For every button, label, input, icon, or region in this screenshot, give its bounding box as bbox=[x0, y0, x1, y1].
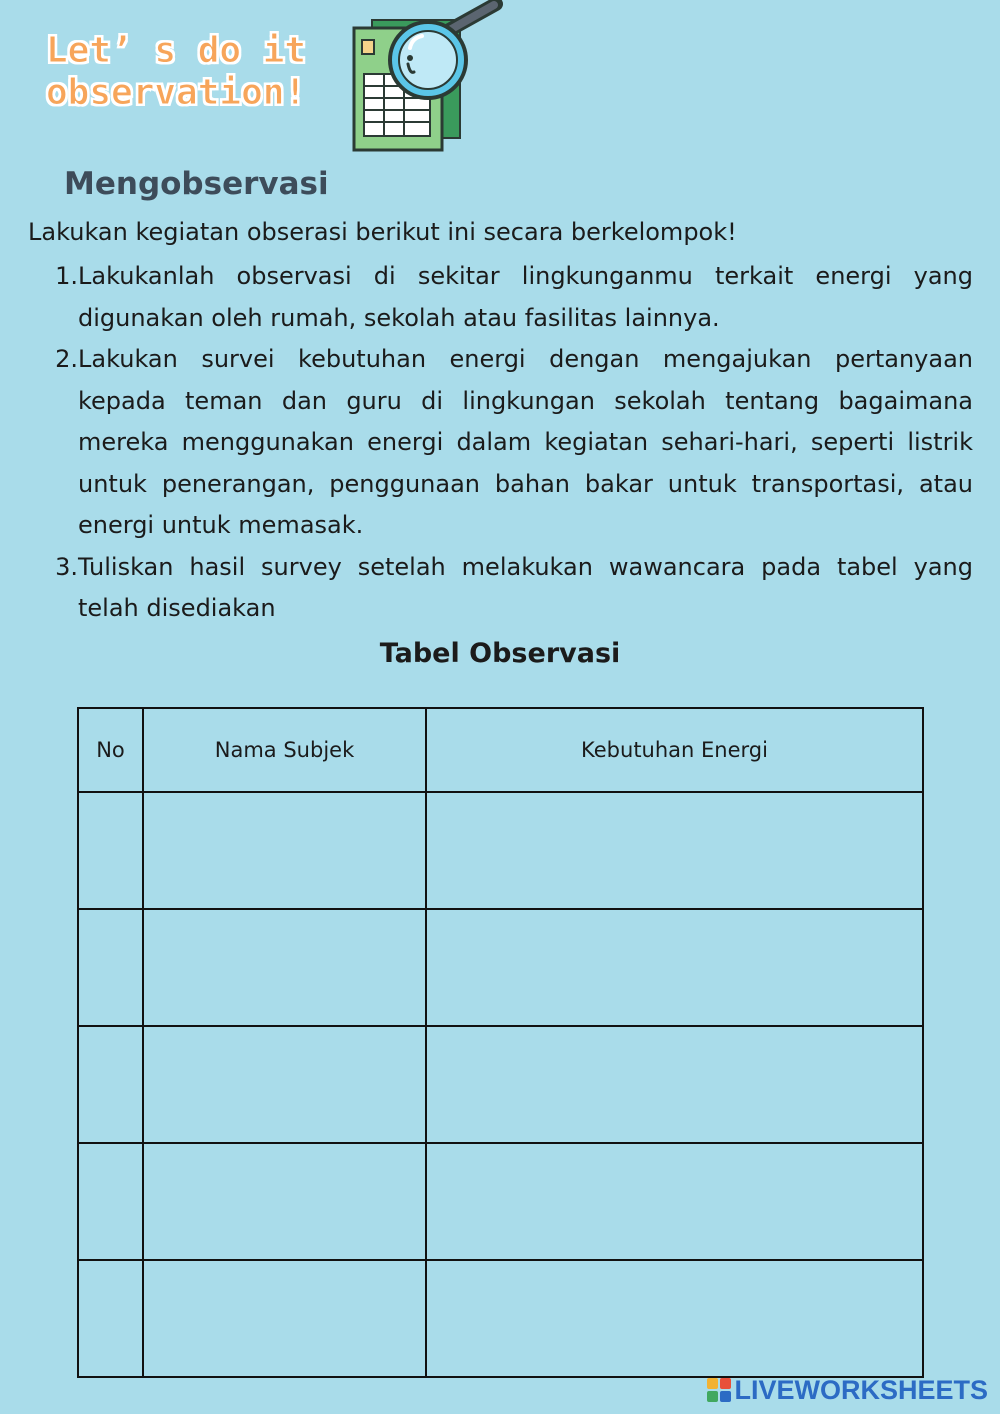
column-header-no: No bbox=[78, 708, 143, 792]
step-number: 3. bbox=[55, 552, 78, 581]
cell-subject[interactable] bbox=[143, 792, 426, 909]
table-row bbox=[78, 1026, 923, 1143]
instruction-step bbox=[42, 547, 973, 630]
cell-subject[interactable] bbox=[143, 909, 426, 1026]
banner-line-1: Let’ s do it bbox=[46, 30, 307, 71]
cell-energy[interactable] bbox=[426, 909, 923, 1026]
table-row bbox=[78, 1143, 923, 1260]
liveworksheets-watermark[interactable] bbox=[707, 1372, 988, 1408]
step-number: 2. bbox=[55, 345, 78, 373]
liveworksheets-logo-icon bbox=[707, 1378, 731, 1402]
cell-no[interactable] bbox=[78, 1143, 143, 1260]
instruction-step bbox=[42, 256, 973, 339]
cell-no[interactable] bbox=[78, 909, 143, 1026]
section-heading: Mengobservasi bbox=[64, 166, 329, 202]
magnifier-over-spreadsheet-icon bbox=[350, 0, 505, 155]
table-header-row bbox=[78, 708, 923, 792]
cell-energy[interactable] bbox=[426, 1143, 923, 1260]
page-banner-title bbox=[46, 30, 346, 114]
cell-subject[interactable] bbox=[143, 1143, 426, 1260]
cell-subject[interactable] bbox=[143, 1260, 426, 1377]
table-row bbox=[78, 792, 923, 909]
cell-no[interactable] bbox=[78, 792, 143, 909]
table-row bbox=[78, 1260, 923, 1377]
column-header-subject: Nama Subjek bbox=[143, 708, 426, 792]
table-title: Tabel Observasi bbox=[379, 638, 621, 669]
instruction-step bbox=[42, 339, 973, 547]
intro-instruction: Lakukan kegiatan obserasi berikut ini secara berkelompok! bbox=[28, 218, 737, 246]
cell-no[interactable] bbox=[78, 1026, 143, 1143]
cell-subject[interactable] bbox=[143, 1026, 426, 1143]
cell-energy[interactable] bbox=[426, 1260, 923, 1377]
cell-no[interactable] bbox=[78, 1260, 143, 1377]
step-text: Lakukan survei kebutuhan energi dengan mengajukan pertanyaan kepada teman dan guru di lingkungan sekolah tentang bagaimana mereka menggunakan energi dalam kegiatan sehari-hari, seperti listrik untuk penerangan, penggunaan bahan bakar untuk transportasi, atau energi untuk memasak. bbox=[78, 345, 973, 539]
cell-energy[interactable] bbox=[426, 792, 923, 909]
step-text: Lakukanlah observasi di sekitar lingkunganmu terkait energi yang digunakan oleh rumah, sekolah atau fasilitas lainnya. bbox=[78, 262, 973, 332]
step-number: 1. bbox=[55, 262, 78, 290]
observation-table bbox=[77, 707, 924, 1378]
instruction-list bbox=[42, 256, 973, 630]
table-row bbox=[78, 909, 923, 1026]
banner-line-2: observation! bbox=[46, 72, 307, 113]
watermark-text: LIVEWORKSHEETS bbox=[734, 1374, 988, 1405]
column-header-energy: Kebutuhan Energi bbox=[426, 708, 923, 792]
step-text: Tuliskan hasil survey setelah melakukan wawancara pada tabel yang telah disediakan bbox=[78, 552, 973, 622]
cell-energy[interactable] bbox=[426, 1026, 923, 1143]
